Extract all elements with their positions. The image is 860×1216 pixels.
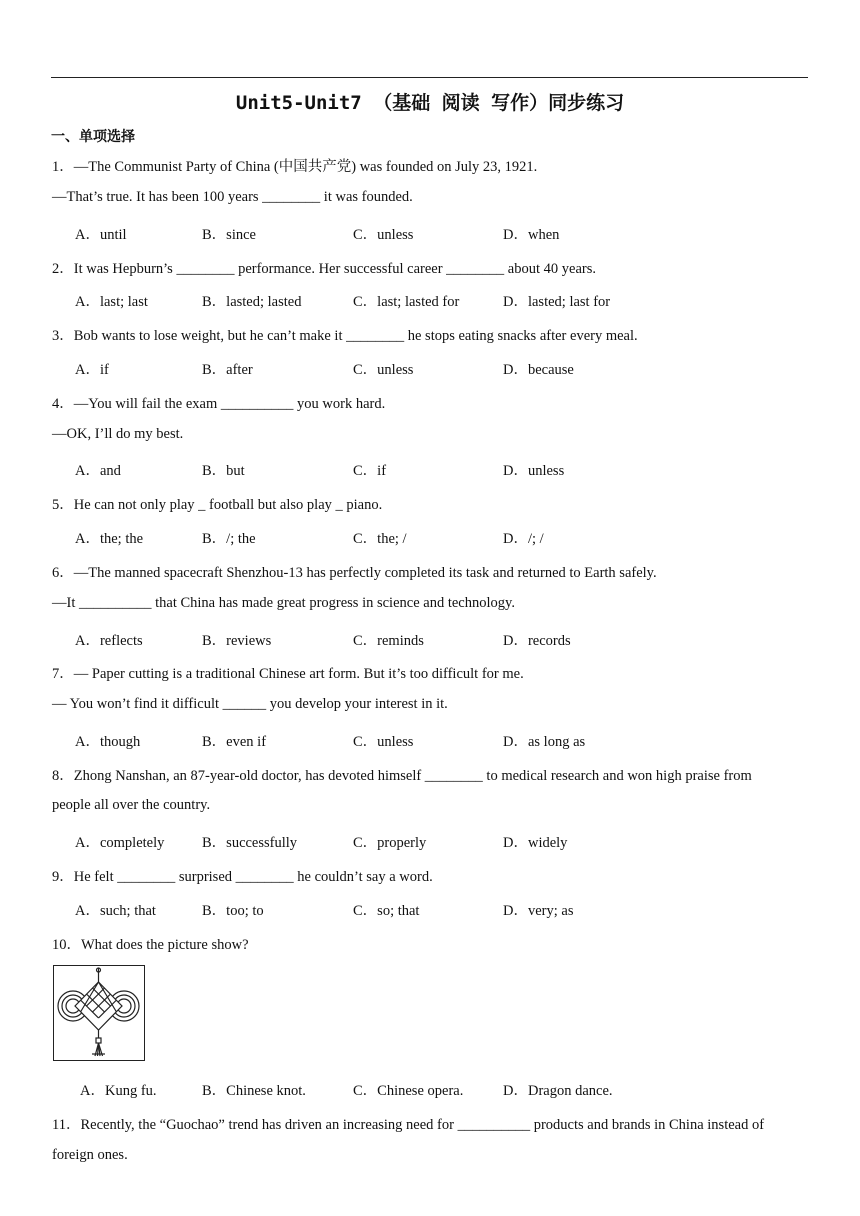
option-a[interactable]: A．until [75, 227, 127, 243]
question-11-line-1: 11．Recently, the “Guochao” trend has driven an increasing need for __________ products and brands in China instead of [52, 1117, 765, 1133]
option-b[interactable]: B．too; to [202, 903, 264, 919]
option-c[interactable]: C．unless [353, 227, 414, 243]
option-b[interactable]: B．even if [202, 734, 267, 750]
option-a[interactable]: A．and [75, 463, 121, 479]
option-c[interactable]: C．reminds [353, 633, 424, 649]
option-b[interactable]: B．after [202, 362, 253, 378]
option-c[interactable]: C．Chinese opera. [353, 1083, 464, 1099]
option-d[interactable]: D．when [503, 227, 560, 243]
option-a[interactable]: A．such; that [75, 903, 156, 919]
option-b[interactable]: B．since [202, 227, 256, 243]
question-10-line-1: 10．What does the picture show? [52, 937, 249, 953]
question-4-line-1: 4．—You will fail the exam __________ you work hard. [52, 396, 386, 412]
option-a[interactable]: A．last; last [75, 294, 148, 310]
question-1-line-2: —That’s true. It has been 100 years ________ it was founded. [52, 189, 413, 205]
option-b[interactable]: B．reviews [202, 633, 272, 649]
question-2-line-1: 2．It was Hepburn’s ________ performance. Her successful career ________ about 40 years. [52, 261, 596, 277]
option-d[interactable]: D．/; / [503, 531, 544, 547]
option-b[interactable]: B．Chinese knot. [202, 1083, 306, 1099]
option-c[interactable]: C．unless [353, 734, 414, 750]
option-c[interactable]: C．unless [353, 362, 414, 378]
option-c[interactable]: C．properly [353, 835, 427, 851]
chinese-knot-picture [53, 965, 145, 1061]
page-title: Unit5-Unit7 （基础 阅读 写作）同步练习 [235, 92, 625, 114]
option-b[interactable]: B．successfully [202, 835, 298, 851]
question-8-line-1: 8．Zhong Nanshan, an 87-year-old doctor, has devoted himself ________ to medical research and won high praise from [52, 768, 752, 784]
question-4-line-2: —OK, I’ll do my best. [52, 426, 184, 442]
option-a[interactable]: A．completely [75, 835, 165, 851]
option-d[interactable]: D．as long as [503, 734, 586, 750]
option-a[interactable]: A．if [75, 362, 109, 378]
option-a[interactable]: A．though [75, 734, 141, 750]
option-a[interactable]: A．reflects [75, 633, 143, 649]
option-c[interactable]: C．the; / [353, 531, 407, 547]
option-c[interactable]: C．so; that [353, 903, 420, 919]
option-d[interactable]: D．widely [503, 835, 568, 851]
option-c[interactable]: C．last; lasted for [353, 294, 460, 310]
option-d[interactable]: D．lasted; last for [503, 294, 611, 310]
question-1-line-1: 1．—The Communist Party of China (中国共产党) was founded on July 23, 1921. [52, 159, 538, 175]
question-7-line-2: — You won’t find it difficult ______ you develop your interest in it. [52, 696, 448, 712]
chinese-knot-icon [54, 966, 143, 1059]
option-b[interactable]: B．but [202, 463, 245, 479]
option-d[interactable]: D．records [503, 633, 571, 649]
section-heading: 一、单项选择 [51, 129, 135, 145]
question-5-line-1: 5．He can not only play _ football but also play _ piano. [52, 497, 383, 513]
option-d[interactable]: D．Dragon dance. [503, 1083, 613, 1099]
option-d[interactable]: D．unless [503, 463, 565, 479]
question-8-line-2: people all over the country. [52, 797, 211, 813]
option-a[interactable]: A．the; the [75, 531, 144, 547]
question-9-line-1: 9．He felt ________ surprised ________ he couldn’t say a word. [52, 869, 433, 885]
option-a[interactable]: A．Kung fu. [80, 1083, 157, 1099]
option-b[interactable]: B．/; the [202, 531, 256, 547]
option-b[interactable]: B．lasted; lasted [202, 294, 302, 310]
question-6-line-2: —It __________ that China has made great progress in science and technology. [52, 595, 515, 611]
question-11-line-2: foreign ones. [52, 1147, 128, 1163]
question-6-line-1: 6．—The manned spacecraft Shenzhou-13 has perfectly completed its task and returned to Earth safely. [52, 565, 657, 581]
header-rule [51, 77, 808, 78]
option-d[interactable]: D．very; as [503, 903, 574, 919]
option-d[interactable]: D．because [503, 362, 574, 378]
option-c[interactable]: C．if [353, 463, 387, 479]
question-3-line-1: 3．Bob wants to lose weight, but he can’t make it ________ he stops eating snacks after every meal. [52, 328, 638, 344]
question-7-line-1: 7．— Paper cutting is a traditional Chinese art form. But it’s too difficult for me. [52, 666, 524, 682]
